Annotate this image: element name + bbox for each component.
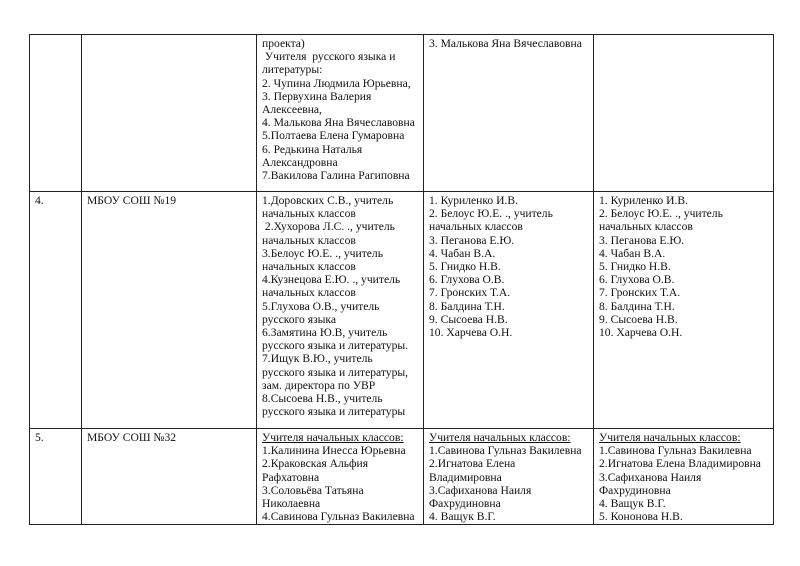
cell-line: 2.Игнатова Елена <box>429 457 516 471</box>
col3-cell <box>257 192 424 429</box>
table-row <box>30 35 774 192</box>
cell-line: Александровна <box>262 155 338 169</box>
cell-line: 3. Первухина Валерия <box>262 89 372 103</box>
cell-line: 7.Вакилова Галина Рагиповна <box>262 169 410 183</box>
col3-cell <box>257 429 424 525</box>
cell-line: 2. Чупина Людмила Юрьевна, <box>262 76 411 90</box>
cell-line: русского языка и литературы, <box>262 365 409 379</box>
cell-line: 6.Замятина Ю.В, учитель <box>262 326 388 340</box>
cell-line: Николаевна <box>262 497 321 511</box>
cell-line: 3.Соловьёва Татьяна <box>262 483 364 497</box>
cell-line: 8. Балдина Т.Н. <box>599 299 675 313</box>
cell-heading: Учителя начальных классов: <box>599 431 741 444</box>
cell-line: зам. директора по УВР <box>262 378 376 392</box>
col4-cell <box>424 35 594 192</box>
cell-line: 10. Харчева О.Н. <box>429 326 513 340</box>
cell-line: 1.Савинова Гульназ Вакилевна <box>429 444 582 458</box>
cell-line: 10. Харчева О.Н. <box>599 326 683 340</box>
cell-line: 5. Кононова Н.В. <box>599 510 683 524</box>
cell-line: Алексеевна, <box>262 103 322 117</box>
cell-line: 2.Хухорова Л.С. ., учитель <box>262 220 395 234</box>
cell-line: 1. Куриленко И.В. <box>429 194 519 207</box>
cell-line: проекта) <box>262 37 305 50</box>
cell-line: 4. Малькова Яна Вячеславовна <box>262 116 415 130</box>
cell-line: 3. Малькова Яна Вячеславовна <box>429 37 582 50</box>
table-row <box>30 429 774 525</box>
cell-line: 6. Редькина Наталья <box>262 142 363 156</box>
cell-line: 9. Сысоева Н.В. <box>429 312 508 326</box>
cell-line: 2. Белоус Ю.Е. ., учитель <box>429 207 553 221</box>
cell-line: 6. Глухова О.В. <box>429 273 505 287</box>
cell-line: русского языка <box>262 312 337 326</box>
cell-line: 5. Гнидко Н.В. <box>429 260 501 274</box>
cell-line: 1. Куриленко И.В. <box>599 194 689 207</box>
school-name-cell: МБОУ СОШ №19 <box>82 192 257 429</box>
cell-line: 4. Чабан В.А. <box>599 246 666 260</box>
cell-line: 5.Глухова О.В., учитель <box>262 299 380 313</box>
col4-cell <box>424 429 594 525</box>
cell-line: 4.Савинова Гульназ Вакилевна <box>262 510 415 524</box>
cell-heading: Учителя начальных классов: <box>262 431 404 444</box>
cell-heading: Учителя начальных классов: <box>429 431 571 444</box>
row-number-cell: 4. <box>30 192 82 429</box>
cell-line: 8. Балдина Т.Н. <box>429 299 505 313</box>
cell-line: начальных классов <box>262 233 356 247</box>
cell-line: 1.Савинова Гульназ Вакилевна <box>599 444 752 458</box>
cell-line: Фахрудиновна <box>599 483 671 497</box>
cell-line: литературы: <box>262 63 323 77</box>
cell-line: 7. Гронских Т.А. <box>599 286 681 300</box>
col5-cell <box>594 35 774 192</box>
col5-cell <box>594 192 774 429</box>
cell-line: начальных классов <box>262 286 356 300</box>
cell-line: 6. Глухова О.В. <box>599 273 675 287</box>
col3-cell <box>257 35 424 192</box>
row-number-cell <box>30 35 82 192</box>
cell-line: 1.Калинина Инесса Юрьевна <box>262 444 406 458</box>
cell-line: 4. Ващук В.Г. <box>429 510 496 524</box>
cell-line: 7. Гронских Т.А. <box>429 286 511 300</box>
cell-line: 2. Белоус Ю.Е. ., учитель <box>599 207 723 221</box>
cell-line: 3.Белоус Ю.Е. ., учитель <box>262 246 383 260</box>
cell-line: начальных классов <box>429 220 523 234</box>
cell-line: 2.Краковская Альфия <box>262 457 369 471</box>
cell-line: Рафхатовна <box>262 470 320 484</box>
cell-line: Владимировна <box>429 470 502 484</box>
cell-line: 5. Гнидко Н.В. <box>599 260 671 274</box>
cell-line: 3. Пеганова Е.Ю. <box>599 233 685 247</box>
cell-line: 1.Доровских С.В., учитель <box>262 194 394 207</box>
cell-line: 4.Кузнецова Е.Ю. ., учитель <box>262 273 401 287</box>
cell-line: 3.Сафиханова Наиля <box>599 470 702 484</box>
cell-line: 9. Сысоева Н.В. <box>599 312 678 326</box>
cell-line: 4. Чабан В.А. <box>429 246 496 260</box>
cell-line: 7.Ищук В.Ю., учитель <box>262 352 373 366</box>
cell-line: русского языка и литературы <box>262 405 406 419</box>
document-table <box>29 34 774 525</box>
cell-line: начальных классов <box>262 207 356 221</box>
row-number-cell: 5. <box>30 429 82 525</box>
cell-line: 4. Ващук В.Г. <box>599 497 666 511</box>
school-name-cell <box>82 35 257 192</box>
cell-line: Учителя русского языка и <box>262 50 396 64</box>
cell-line: начальных классов <box>599 220 693 234</box>
cell-line: Фахрудиновна <box>429 497 501 511</box>
cell-line: начальных классов <box>262 260 356 274</box>
school-name-cell: МБОУ СОШ №32 <box>82 429 257 525</box>
cell-line: 8.Сысоева Н.В., учитель <box>262 392 383 406</box>
cell-line: 2.Игнатова Елена Владимировна <box>599 457 761 471</box>
cell-line: 5.Полтаева Елена Гумаровна <box>262 129 405 143</box>
col4-cell <box>424 192 594 429</box>
col5-cell <box>594 429 774 525</box>
cell-line: 3.Сафиханова Наиля <box>429 483 532 497</box>
cell-line: русского языка и литературы. <box>262 339 409 353</box>
table-row <box>30 192 774 429</box>
cell-line: 3. Пеганова Е.Ю. <box>429 233 515 247</box>
